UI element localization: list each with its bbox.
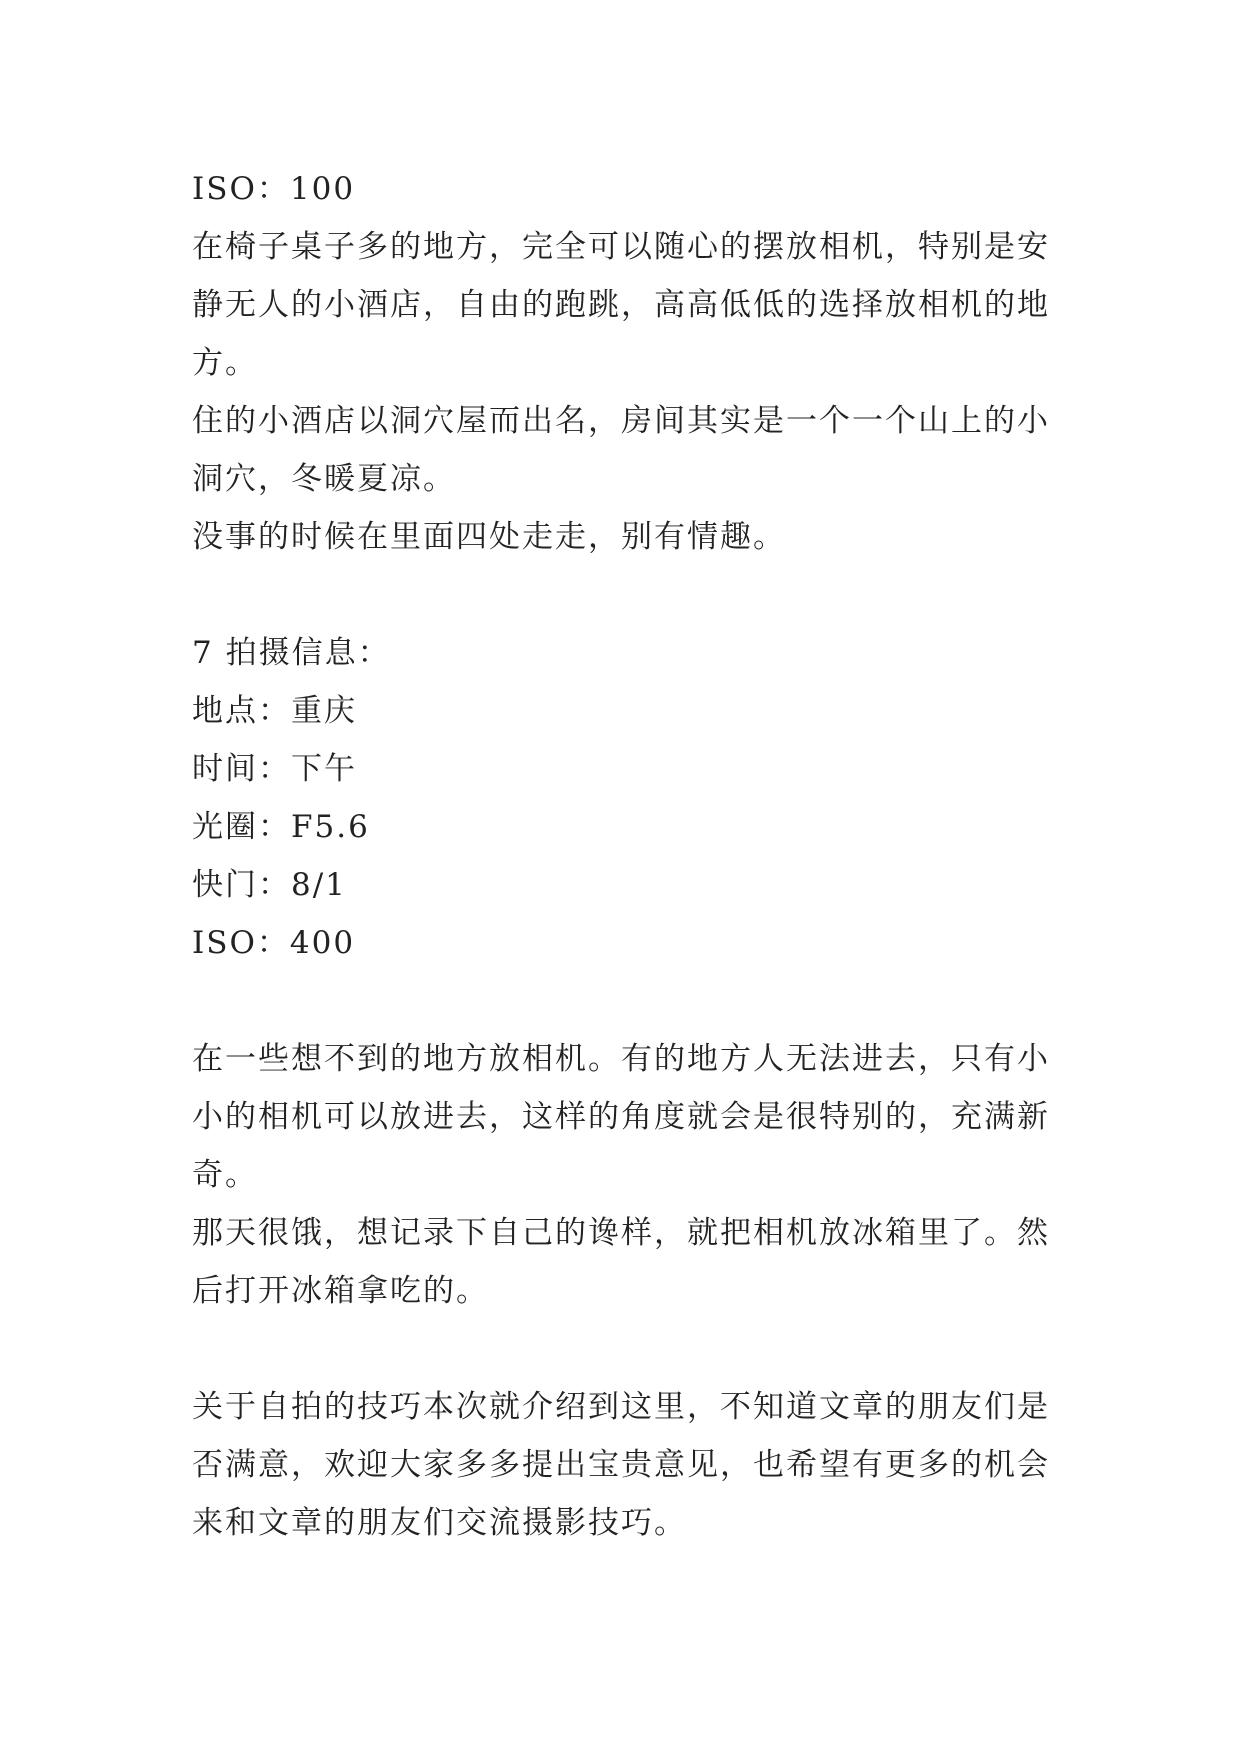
iso-field: ISO：400 [192, 925, 356, 961]
iso-value-100: ISO：100 [192, 171, 356, 207]
paragraph-closing [192, 1378, 1062, 1552]
paragraph-gap [192, 1320, 1062, 1378]
paragraph-line: 方。 [192, 345, 258, 381]
shooting-info-section [192, 624, 1062, 972]
paragraph-line: 小的相机可以放进去，这样的角度就会是很特别的，充满新 [192, 1099, 1050, 1135]
paragraph-walk-around [192, 508, 1062, 566]
paragraph-line: 奇。 [192, 1157, 258, 1193]
paragraph-line: 住的小酒店以洞穴屋而出名，房间其实是一个一个山上的小 [192, 403, 1050, 439]
paragraph-gap [192, 972, 1062, 1030]
shooting-info-heading: 7 拍摄信息： [192, 635, 391, 671]
paragraph-line: 没事的时候在里面四处走走，别有情趣。 [192, 519, 786, 555]
paragraph-line: 后打开冰箱拿吃的。 [192, 1273, 489, 1309]
time-field: 时间：下午 [192, 751, 357, 787]
paragraph-line: 在一些想不到的地方放相机。有的地方人无法进去，只有小 [192, 1041, 1050, 1077]
paragraph-line: 那天很饿，想记录下自己的谗样，就把相机放冰箱里了。然 [192, 1215, 1050, 1251]
location-field: 地点：重庆 [192, 693, 357, 729]
paragraph-unexpected-places [192, 1030, 1062, 1204]
paragraph-chair-table [192, 218, 1062, 392]
paragraph-line: 在椅子桌子多的地方，完全可以随心的摆放相机，特别是安 [192, 229, 1050, 265]
paragraph-line: 关于自拍的技巧本次就介绍到这里，不知道文章的朋友们是 [192, 1389, 1050, 1425]
paragraph-fridge [192, 1204, 1062, 1320]
paragraph-line: 静无人的小酒店，自由的跑跳，高高低低的选择放相机的地 [192, 287, 1050, 323]
paragraph-line: 洞穴，冬暖夏凉。 [192, 461, 456, 497]
shutter-field: 快门：8/1 [192, 867, 347, 903]
paragraph-line: 来和文章的朋友们交流摄影技巧。 [192, 1505, 687, 1541]
paragraph-gap [192, 566, 1062, 624]
document-body [192, 160, 1062, 1552]
aperture-field: 光圈：F5.6 [192, 809, 370, 845]
paragraph-cave-hotel [192, 392, 1062, 508]
paragraph-line: 否满意，欢迎大家多多提出宝贵意见，也希望有更多的机会 [192, 1447, 1050, 1483]
